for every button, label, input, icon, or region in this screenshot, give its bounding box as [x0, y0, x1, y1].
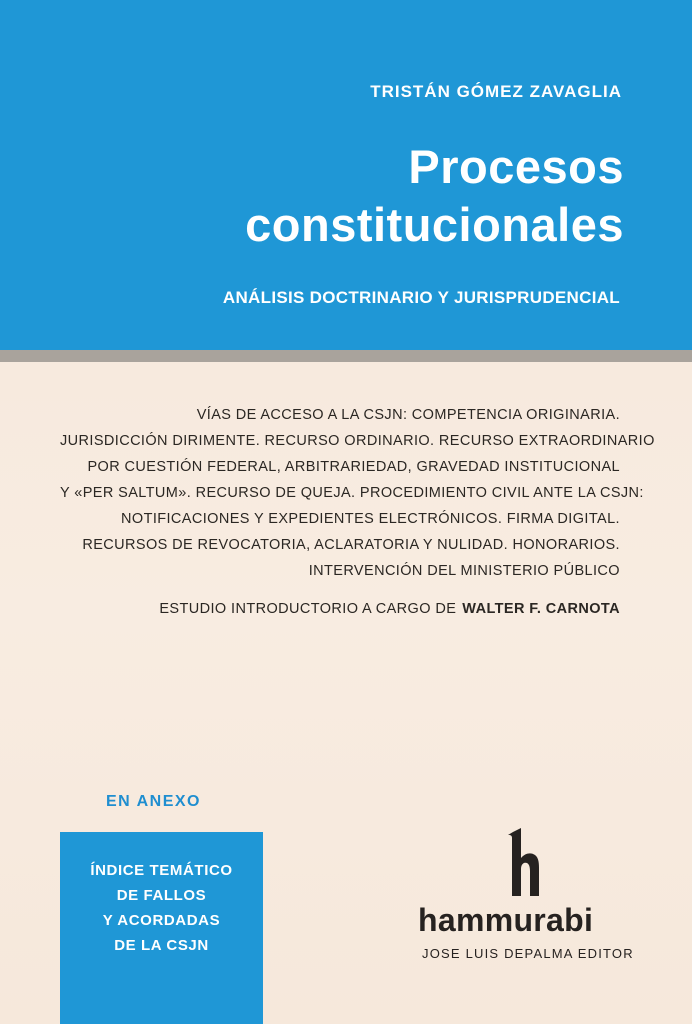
hammurabi-h-logo-icon	[496, 828, 546, 898]
divider-rule	[0, 350, 692, 362]
title-line-1: Procesos	[408, 140, 624, 193]
topic-line: RECURSOS DE REVOCATORIA, ACLARATORIA Y NULIDAD. HONORARIOS.	[82, 537, 620, 553]
topic-line: POR CUESTIÓN FEDERAL, ARBITRARIEDAD, GRAVEDAD INSTITUCIONAL	[87, 459, 620, 475]
topic-line: NOTIFICACIONES Y EXPEDIENTES ELECTRÓNICOS. FIRMA DIGITAL.	[121, 511, 620, 527]
topics-list	[60, 402, 655, 584]
intro-credit	[159, 601, 620, 617]
topic-line: Y «PER SALTUM». RECURSO DE QUEJA. PROCEDIMIENTO CIVIL ANTE LA CSJN:	[60, 485, 644, 501]
topic-line: INTERVENCIÓN DEL MINISTERIO PÚBLICO	[308, 563, 620, 579]
editor-name: JOSE LUIS DEPALMA EDITOR	[422, 946, 634, 961]
book-subtitle: ANÁLISIS DOCTRINARIO Y JURISPRUDENCIAL	[222, 288, 620, 307]
intro-text: ESTUDIO INTRODUCTORIO A CARGO DE	[159, 601, 457, 617]
topic-line: JURISDICCIÓN DIRIMENTE. RECURSO ORDINARIO. RECURSO EXTRAORDINARIO	[60, 433, 655, 449]
anexo-line: Y ACORDADAS	[102, 912, 221, 929]
anexo-box	[60, 832, 263, 1024]
topic-line: VÍAS DE ACCESO A LA CSJN: COMPETENCIA ORIGINARIA.	[196, 407, 620, 423]
book-title	[245, 138, 624, 254]
anexo-line: ÍNDICE TEMÁTICO	[90, 862, 233, 879]
intro-author: WALTER F. CARNOTA	[462, 601, 620, 617]
author-name: TRISTÁN GÓMEZ ZAVAGLIA	[370, 82, 622, 101]
anexo-line: DE FALLOS	[116, 887, 207, 904]
anexo-label: EN ANEXO	[106, 793, 201, 810]
publisher-name: hammurabi	[418, 902, 594, 938]
anexo-line: DE LA CSJN	[114, 937, 209, 954]
anexo-text	[60, 858, 263, 958]
top-color-band	[0, 0, 692, 350]
title-line-2: constitucionales	[245, 198, 624, 251]
